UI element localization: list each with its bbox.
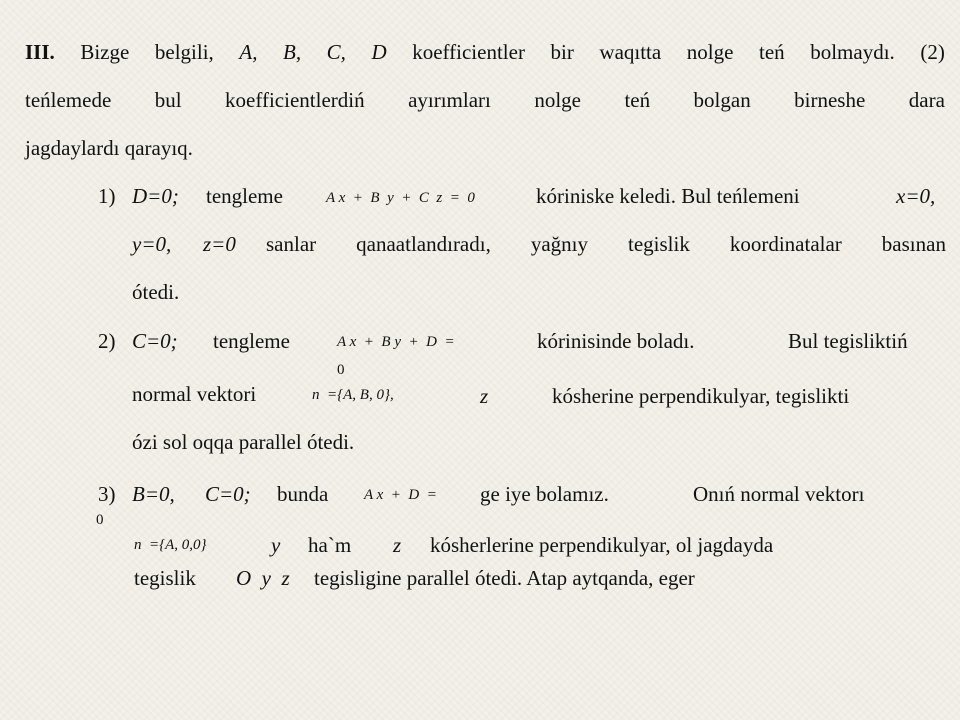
word: koordinatalar [729,232,842,256]
case1-tengleme: tengleme [206,184,283,208]
word: dara [908,88,945,112]
var-c: C, [326,40,346,64]
case3-text-a: ge iye bolamız. [480,482,609,506]
case2-normal-vektori: normal vektori [132,382,257,406]
case1-line-2 [266,232,946,256]
section-heading: III. [25,40,55,64]
word: waqıtta [599,40,662,64]
case1-formula: A x + B y + C z = 0 [326,190,475,206]
word: sanlar [266,232,317,256]
case3-condition-c: C=0; [205,482,251,506]
word: basınan [881,232,946,256]
case1-y-zero: y=0, [132,232,172,256]
case3-plane: O y z [236,566,290,590]
word: ayırımları [408,88,491,112]
word: koefficientler [412,40,525,64]
case3-y-axis: y [271,533,281,557]
case2-tengleme: tengleme [213,329,290,353]
case3-bunda: bunda [277,482,329,506]
word: yağnıy [530,232,588,256]
word: koefficientlerdiń [225,88,365,112]
word: teń [759,40,785,64]
case3-text-c: kósherlerine perpendikulyar, ol jagdayda [430,533,774,557]
case3-ham: ha`m [308,533,352,557]
case2-text-c: kósherine perpendikulyar, tegislikti [552,384,850,408]
case3-formula: A x + D = [364,487,437,503]
word: bul [154,88,182,112]
word: bolmaydı. [810,40,895,64]
word: bolgan [693,88,751,112]
case1-text: kóriniske keledi. Bul teńlemeni [536,184,800,208]
case3-number: 3) [98,482,116,506]
case1-x-zero: x=0, [896,184,936,208]
case2-formula: A x + B y + D = [337,334,455,350]
case3-tegislik: tegislik [134,566,196,590]
case2-number: 2) [98,329,116,353]
case3-formula-zero: 0 [96,512,104,528]
word: belgili, [154,40,214,64]
case2-text-b: Bul tegisliktiń [788,329,908,353]
case3-condition-b: B=0, [132,482,175,506]
var-b: B, [283,40,302,64]
word: tegislik [628,232,690,256]
word: nolge [534,88,581,112]
case2-condition: C=0; [132,329,178,353]
case3-text-b: Onıń normal vektorı [693,482,865,506]
intro-line-1 [25,40,945,64]
word: nolge [686,40,734,64]
word: birneshe [794,88,866,112]
case3-text-d: tegisligine parallel ótedi. Atap aytqanda, eger [314,566,695,590]
word: qanaatlandıradı, [356,232,491,256]
equation-ref: (2) [920,40,945,64]
case2-formula-zero: 0 [337,362,345,378]
case2-text-a: kórinisinde boladı. [537,329,695,353]
case1-line-3: ótedi. [132,280,180,304]
case2-line-3: ózi sol oqqa parallel ótedi. [132,430,355,454]
case2-z-axis: z [480,384,489,408]
word: bir [550,40,574,64]
case2-vector: n ={A, B, 0}, [312,387,394,403]
case1-z-zero: z=0 [203,232,236,256]
word: Bizge [80,40,130,64]
word: teń [624,88,651,112]
var-d: D [371,40,387,64]
intro-line-3: jagdaylardı qarayıq. [25,136,193,160]
case3-vector: n ={A, 0,0} [134,537,207,553]
var-a: A, [239,40,258,64]
case1-condition: D=0; [132,184,179,208]
word: teńlemede [25,88,112,112]
case1-number: 1) [98,184,116,208]
case3-z-axis: z [393,533,402,557]
intro-line-2 [25,88,945,112]
